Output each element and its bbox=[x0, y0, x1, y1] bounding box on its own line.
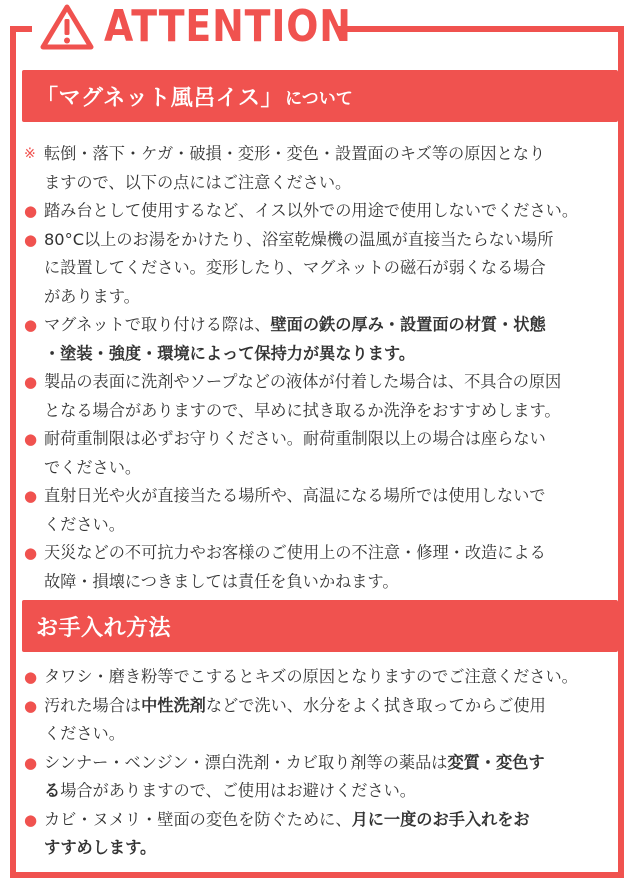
care-text: 汚れた場合は bbox=[44, 695, 142, 715]
care-line bbox=[44, 806, 624, 835]
caution-line: 天災などの不可抗力やお客様のご使用上の不注意・修理・改造による bbox=[44, 543, 546, 562]
caution-note bbox=[24, 140, 624, 197]
bullet-marker: ● bbox=[24, 430, 38, 448]
care-text-bold: 月に一度のお手入れをお bbox=[351, 809, 530, 829]
attention-title-area bbox=[32, 0, 352, 54]
care-item bbox=[24, 806, 624, 863]
care-line bbox=[44, 777, 624, 806]
care-line-bold: すすめします。 bbox=[44, 838, 157, 857]
care-line: ください。 bbox=[44, 724, 125, 743]
bullet-marker: ● bbox=[24, 696, 38, 715]
caution-line: でください。 bbox=[44, 457, 142, 477]
care-text: シンナー・ベンジン・漂白洗剤・カビ取り剤等の薬品は bbox=[44, 752, 448, 772]
care-item bbox=[24, 749, 624, 806]
caution-item bbox=[24, 311, 624, 368]
note-marker: ※ bbox=[24, 146, 36, 162]
caution-line: 耐荷重制限は必ずお守りください。耐荷重制限以上の場合は座らない bbox=[44, 429, 546, 448]
attention-title: ATTENTION bbox=[104, 1, 352, 52]
bullet-marker: ● bbox=[24, 373, 38, 391]
warning-triangle-icon bbox=[40, 3, 94, 51]
section-magnet-chair-title: 「マグネット風呂イス」 bbox=[36, 85, 284, 111]
bullet-marker: ● bbox=[24, 316, 38, 334]
caution-line: 80°C以上のお湯をかけたり、浴室乾燥機の温風が直接当たらない場所 bbox=[44, 229, 554, 249]
caution-line: ください。 bbox=[44, 514, 125, 534]
bullet-marker: ● bbox=[24, 810, 38, 829]
caution-item bbox=[24, 425, 624, 482]
care-list bbox=[24, 663, 624, 863]
caution-item bbox=[24, 197, 624, 226]
care-text: 場合がありますので、ご使用はお避けください。 bbox=[60, 781, 416, 800]
care-line bbox=[44, 749, 624, 778]
caution-item bbox=[24, 226, 624, 312]
bullet-marker: ● bbox=[24, 753, 38, 772]
caution-line: があります。 bbox=[44, 286, 140, 306]
care-text-bold: る bbox=[44, 781, 61, 800]
care-text-bold: 中性洗剤 bbox=[141, 695, 206, 715]
caution-item bbox=[24, 368, 624, 425]
section-care-title: お手入れ方法 bbox=[36, 615, 172, 641]
caution-line: に設置してください。変形したり、マグネットの磁石が弱くなる場合 bbox=[44, 258, 546, 277]
caution-line: 踏み台として使用するなど、イス以外での用途で使用しないでください。 bbox=[44, 201, 579, 220]
caution-item bbox=[24, 482, 624, 539]
caution-item bbox=[24, 539, 624, 596]
bullet-marker: ● bbox=[24, 202, 38, 220]
section-magnet-chair-suffix: について bbox=[285, 88, 353, 109]
care-line: タワシ・磨き粉等でこするとキズの原因となりますのでご注意ください。 bbox=[44, 667, 578, 686]
bullet-marker: ● bbox=[24, 487, 38, 505]
caution-line: 故障・損壊につきましては責任を負いかねます。 bbox=[44, 571, 399, 591]
care-text-bold: 変質・変色す bbox=[447, 752, 545, 772]
bullet-marker: ● bbox=[24, 544, 38, 562]
caution-line bbox=[44, 311, 624, 340]
bullet-marker: ● bbox=[24, 230, 38, 249]
care-item bbox=[24, 692, 624, 749]
caution-text-bold: 壁面の鉄の厚み・設置面の材質・状態 bbox=[270, 315, 546, 334]
caution-line: 製品の表面に洗剤やソープなどの液体が付着した場合は、不具合の原因 bbox=[44, 372, 562, 391]
bullet-marker: ● bbox=[24, 668, 38, 686]
note-line: ますので、以下の点にはご注意ください。 bbox=[44, 172, 352, 192]
caution-line-bold: ・塗装・強度・環境によって保持力が異なります。 bbox=[44, 343, 416, 363]
caution-list bbox=[24, 140, 624, 596]
care-text: などで洗い、水分をよく拭き取ってからご使用 bbox=[205, 695, 546, 715]
caution-line: 直射日光や火が直接当たる場所や、高温になる場所では使用しないで bbox=[44, 486, 546, 505]
care-line bbox=[44, 692, 624, 721]
section-care-header bbox=[22, 600, 618, 652]
section-magnet-chair-header bbox=[22, 70, 618, 122]
note-line: 転倒・落下・ケガ・破損・変形・変色・設置面のキズ等の原因となり bbox=[44, 144, 546, 163]
care-item bbox=[24, 663, 624, 692]
caution-line: となる場合がありますので、早めに拭き取るか洗浄をおすすめします。 bbox=[44, 400, 561, 420]
care-text: カビ・ヌメリ・壁面の変色を防ぐために、 bbox=[44, 809, 352, 829]
caution-text: マグネットで取り付ける際は、 bbox=[44, 315, 271, 334]
